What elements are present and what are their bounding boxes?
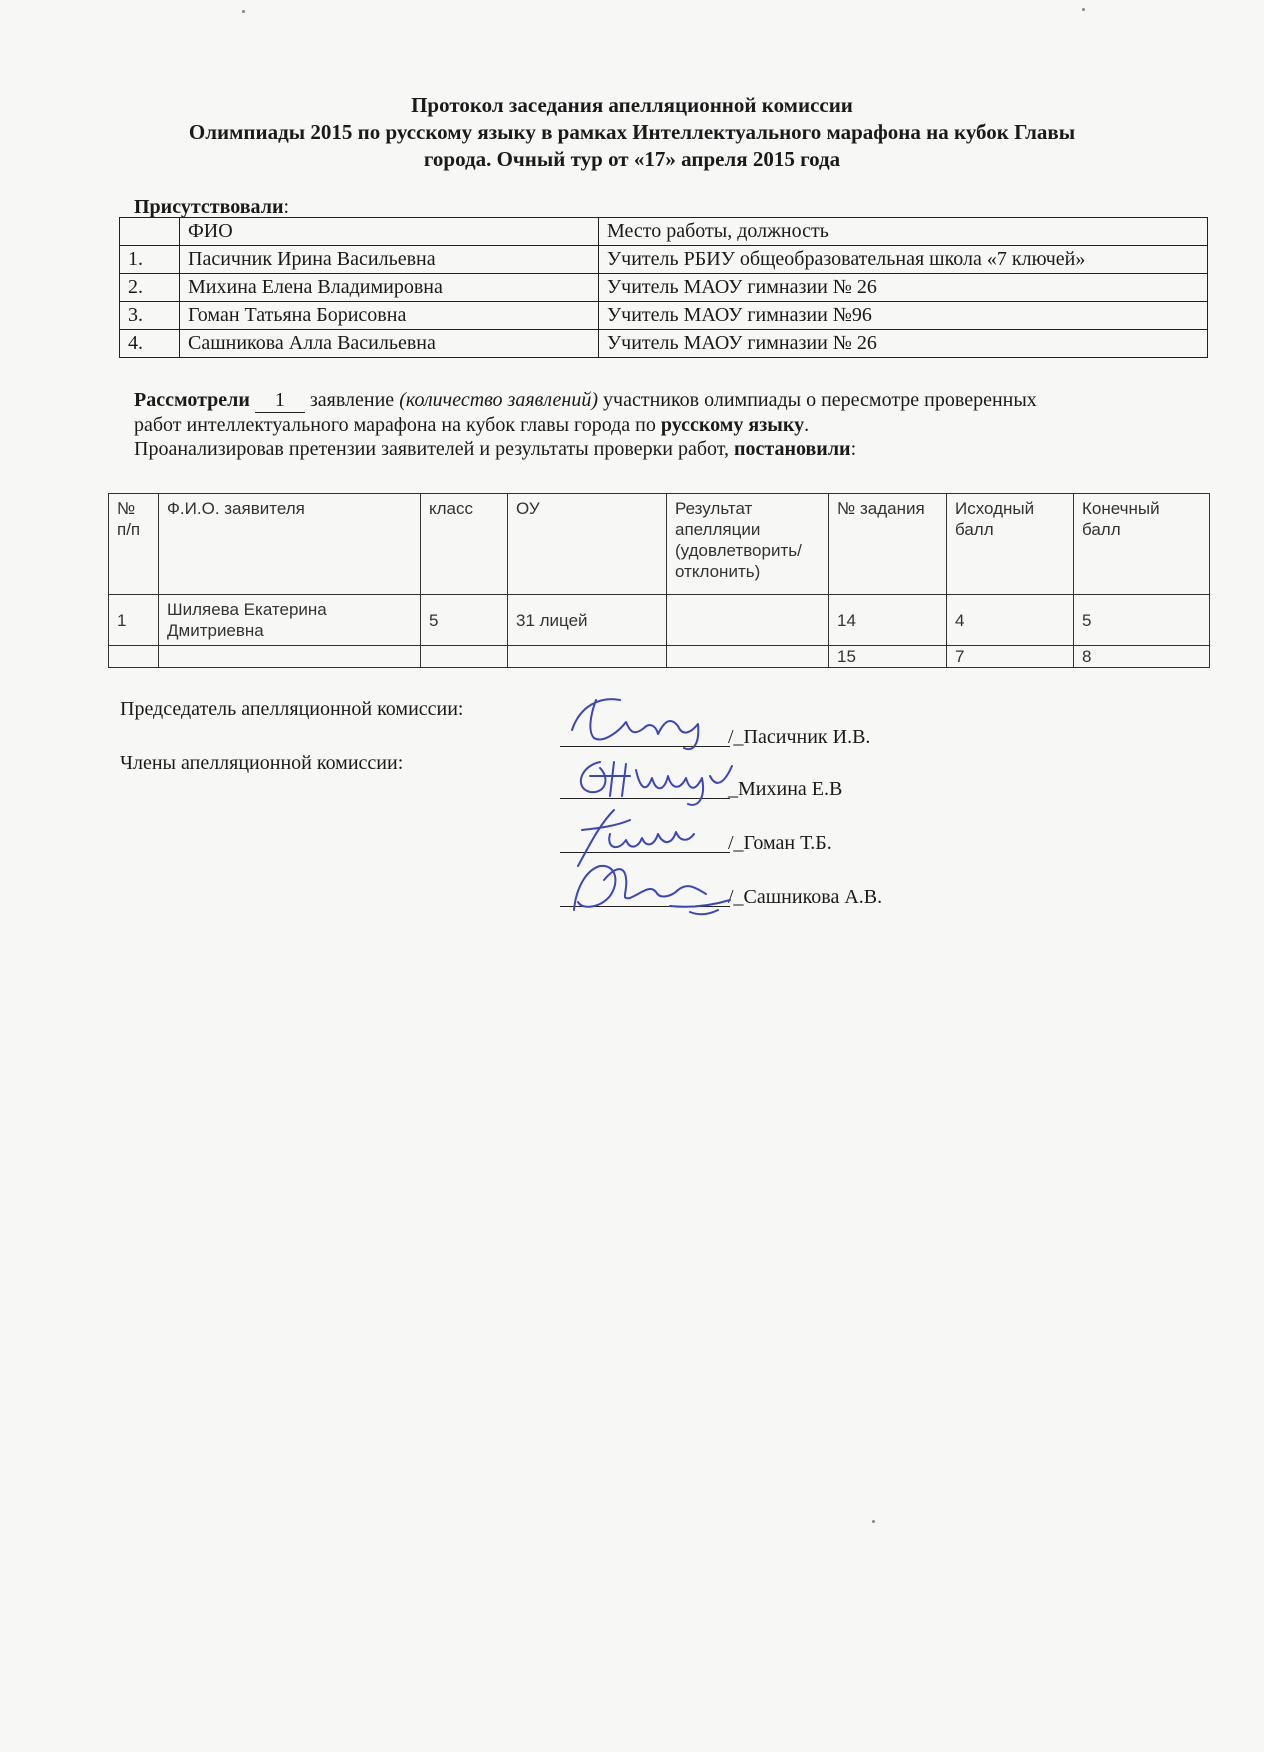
header-cell: Исходный балл xyxy=(947,494,1074,595)
scan-speck xyxy=(872,1520,875,1523)
table-row xyxy=(109,646,1210,668)
signatory-1: /_Пасичник И.В. xyxy=(728,726,871,748)
handwritten-signature-1 xyxy=(560,686,740,756)
scan-speck xyxy=(242,10,245,13)
scan-speck xyxy=(1082,8,1085,11)
attendee-job: Учитель МАОУ гимназии № 26 xyxy=(599,274,1208,302)
considered-line-1: Рассмотрели 1 заявление (количество заявлений) участников олимпиады о пересмотре проверенных xyxy=(134,389,1037,411)
chair-label: Председатель апелляционной комиссии: xyxy=(120,698,464,720)
header-cell: Ф.И.О. заявителя xyxy=(159,494,421,595)
result-cell xyxy=(667,595,829,646)
attendee-name: Пасичник Ирина Васильевна xyxy=(180,246,599,274)
header-cell xyxy=(120,218,180,246)
table-row xyxy=(120,302,1208,330)
final-score-cell: 5 xyxy=(1074,595,1210,646)
header-cell: ФИО xyxy=(180,218,599,246)
attendee-job: Учитель МАОУ гимназии № 26 xyxy=(599,330,1208,358)
attendee-job: Учитель РБИУ общеобразовательная школа «7 ключей» xyxy=(599,246,1208,274)
application-count: 1 xyxy=(255,388,305,413)
empty-cell xyxy=(508,646,667,668)
table-row xyxy=(120,246,1208,274)
task-cell: 14 xyxy=(829,595,947,646)
signatory-2: _Михина Е.В xyxy=(728,778,843,800)
header-cell: № задания xyxy=(829,494,947,595)
header-cell: класс xyxy=(421,494,508,595)
title-line-2: Олимпиады 2015 по русскому языку в рамках Интеллектуального марафона на кубок Главы xyxy=(188,120,1076,144)
header-cell: Место работы, должность xyxy=(599,218,1208,246)
empty-cell xyxy=(109,646,159,668)
school-cell: 31 лицей xyxy=(508,595,667,646)
signatory-3: /_Гоман Т.Б. xyxy=(728,832,832,854)
header-cell: ОУ xyxy=(508,494,667,595)
grade-cell: 5 xyxy=(421,595,508,646)
header-cell: № п/п xyxy=(109,494,159,595)
final-score-cell: 8 xyxy=(1074,646,1210,668)
header-cell: Результат апелляции (удовлетворить/ отклонить) xyxy=(667,494,829,595)
row-number: 1 xyxy=(109,595,159,646)
attendee-name: Гоман Татьяна Борисовна xyxy=(180,302,599,330)
appeals-table xyxy=(108,493,1210,668)
row-number: 2. xyxy=(120,274,180,302)
considered-line-3: Проанализировав претензии заявителей и результаты проверки работ, постановили: xyxy=(134,438,857,460)
handwritten-signature-4 xyxy=(560,848,760,928)
attendee-name: Сашникова Алла Васильевна xyxy=(180,330,599,358)
signatory-4: /_Сашникова А.В. xyxy=(728,886,883,908)
empty-cell xyxy=(667,646,829,668)
attendees-header-row xyxy=(120,218,1208,246)
initial-score-cell: 7 xyxy=(947,646,1074,668)
present-heading: Присутствовали: xyxy=(134,196,290,218)
title-line-1: Протокол заседания апелляционной комиссии xyxy=(411,93,853,117)
header-cell: Конечный балл xyxy=(1074,494,1210,595)
appeals-header-row xyxy=(109,494,1210,595)
table-row xyxy=(109,595,1210,646)
attendee-job: Учитель МАОУ гимназии №96 xyxy=(599,302,1208,330)
document-title xyxy=(0,92,1264,173)
applicant-name: Шиляева Екатерина Дмитриевна xyxy=(159,595,421,646)
table-row xyxy=(120,330,1208,358)
row-number: 1. xyxy=(120,246,180,274)
members-label: Члены апелляционной комиссии: xyxy=(120,752,404,774)
row-number: 4. xyxy=(120,330,180,358)
attendee-name: Михина Елена Владимировна xyxy=(180,274,599,302)
table-row xyxy=(120,274,1208,302)
considered-paragraph xyxy=(134,388,1194,461)
row-number: 3. xyxy=(120,302,180,330)
title-line-3: города. Очный тур от «17» апреля 2015 года xyxy=(423,147,841,171)
considered-line-2: работ интеллектуального марафона на кубок главы города по русскому языку. xyxy=(134,414,810,436)
attendees-table xyxy=(119,217,1208,358)
initial-score-cell: 4 xyxy=(947,595,1074,646)
task-cell: 15 xyxy=(829,646,947,668)
empty-cell xyxy=(159,646,421,668)
empty-cell xyxy=(421,646,508,668)
